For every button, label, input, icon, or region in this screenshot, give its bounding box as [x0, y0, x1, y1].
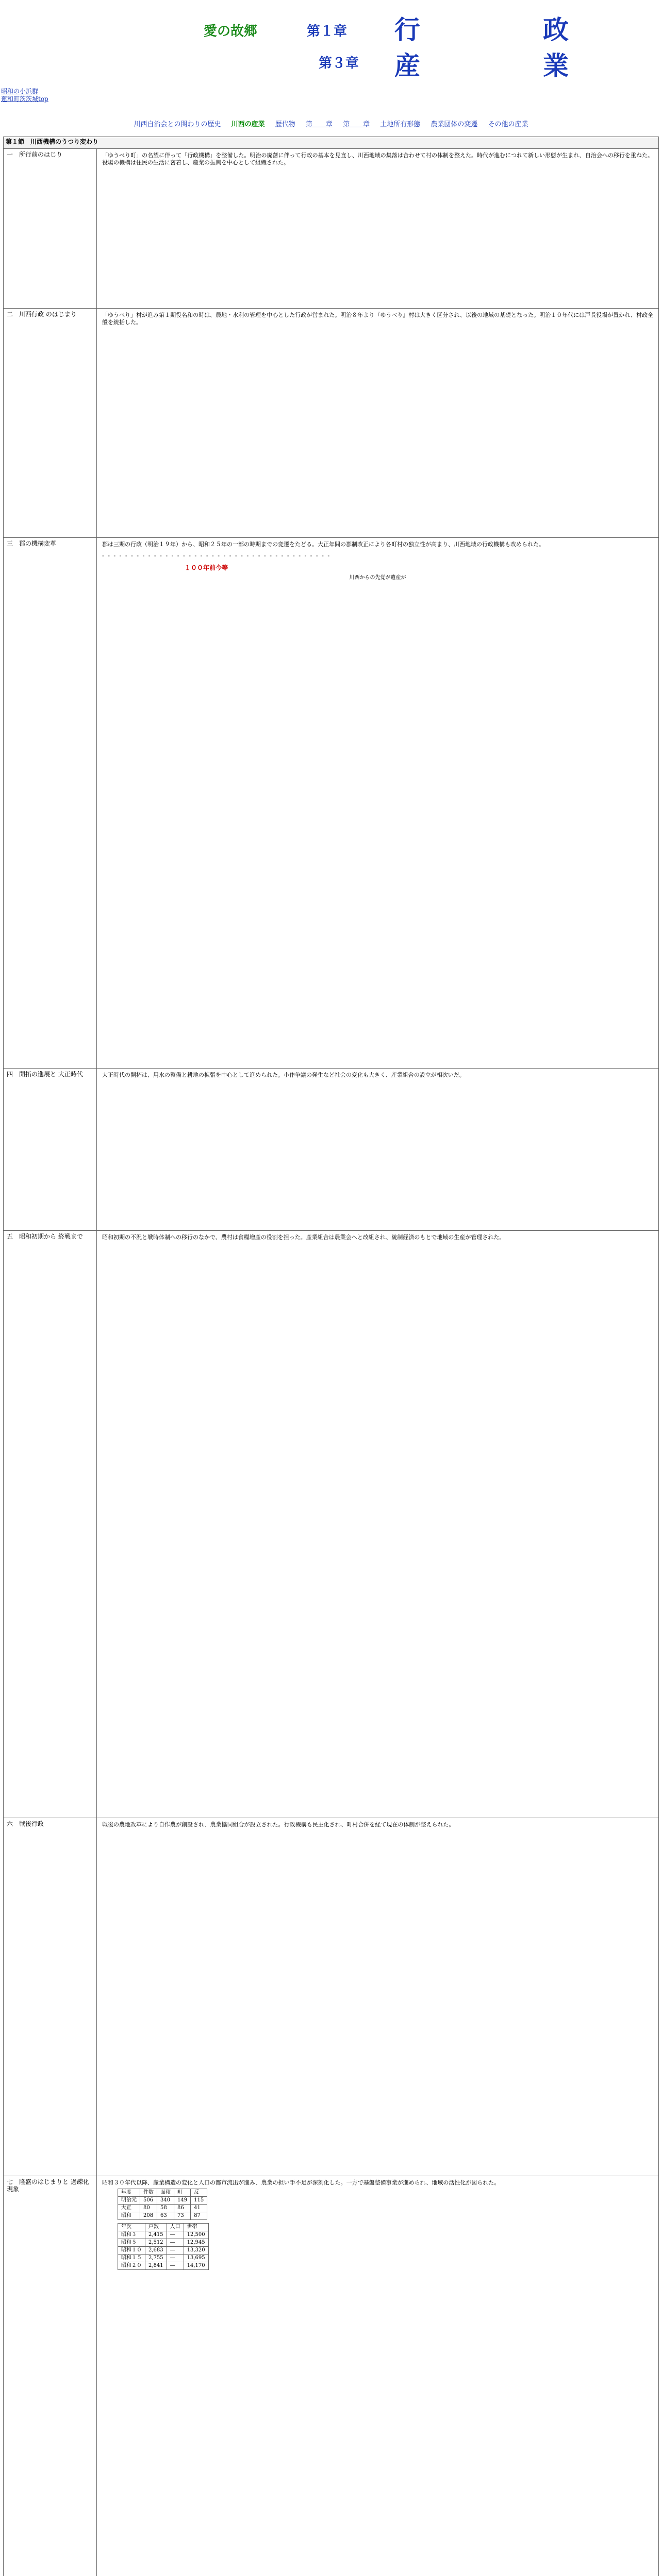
table-cell: 41 — [191, 2205, 207, 2212]
table-holdings — [118, 2189, 207, 2220]
table-cell: 208 — [140, 2212, 157, 2220]
row-text: 昭和３０年代以降、産業構造の変化と人口の都市流出が進み、農業の担い手不足が深刻化した。一方で基盤整備事業が進められ、地域の活性化が図られた。 — [102, 2179, 500, 2186]
row-text: 昭和初期の不況と戦時体制への移行のなかで、農村は食糧増産の役割を担った。産業組合は農業会へと改組され、統制経済のもとで地域の生産が管理された。 — [97, 1231, 659, 1818]
nav-item-farm-groups[interactable]: 農業団体の変遷 — [431, 121, 478, 128]
table-row — [118, 2239, 209, 2247]
table-cell: — — [167, 2239, 184, 2247]
top-nav — [0, 118, 662, 128]
table-row — [118, 2262, 209, 2270]
table-cell: 14,170 — [184, 2262, 208, 2270]
table-row — [118, 2197, 207, 2205]
nav-item-industry[interactable]: 川西の産業 — [231, 121, 265, 128]
table-cell: 明治元 — [118, 2197, 140, 2205]
table-header: 件数 — [140, 2189, 157, 2197]
row-key: 七 隆盛のはじまりと 過疎化現象 — [4, 2176, 97, 2576]
row-text: 郡は三期の行政（明治１９年）から、昭和２５年の一部の時期までの変遷をたどる。大正年間の郡制改正により各町村の独立性が高まり、川西地域の行政機構も改められた。 — [102, 541, 544, 548]
table-header: 反 — [191, 2189, 207, 2197]
table-row — [118, 2231, 209, 2239]
table-cell: — — [167, 2255, 184, 2262]
table-row — [118, 2247, 209, 2255]
nav-item-people[interactable]: 歴代物 — [275, 121, 295, 128]
nav-item-other[interactable]: その他の産業 — [488, 121, 528, 128]
table-cell: 2,755 — [145, 2255, 167, 2262]
row-key: 一 所行前のはじり — [4, 149, 97, 309]
mid-heading: １００年前今等 — [185, 564, 228, 571]
table-cell: 80 — [140, 2205, 157, 2212]
table-cell: 2,512 — [145, 2239, 167, 2247]
table-cell: 86 — [174, 2205, 191, 2212]
row-text: 「ゆうべり」村が進み第１期役名和の時は、農地・水利の管理を中心とした行政が営まれた。明治８年より『ゆうべり』村は大きく区分され、以後の地域の基礎となった。明治１０年代には戸長役場が置かれ、村政全般を統括した。 — [97, 309, 659, 538]
chapter-label: 第１章 — [307, 24, 347, 39]
page-header — [0, 0, 662, 88]
row-key: 五 昭和初期から 終戦まで — [4, 1231, 97, 1818]
table-cell: 12,500 — [184, 2231, 208, 2239]
table-cell: 58 — [157, 2205, 174, 2212]
table-cell: — — [167, 2231, 184, 2239]
table-cell: — — [167, 2262, 184, 2270]
mid-sub: 川西からの先覚が遺産が — [349, 575, 406, 581]
table-cell: 63 — [157, 2212, 174, 2220]
row-key: 二 川西行政 のはじまり — [4, 309, 97, 538]
table-population — [118, 2223, 209, 2270]
table-cell: 2,415 — [145, 2231, 167, 2239]
row-text: 大正時代の開拓は、用水の整備と耕地の拡張を中心として進められた。小作争議の発生など社会の変化も大きく、産業組合の設立が相次いだ。 — [97, 1069, 659, 1231]
table-cell: 73 — [174, 2212, 191, 2220]
table-cell: 149 — [174, 2197, 191, 2205]
section-label: 第３章 — [319, 56, 359, 71]
link-top[interactable]: 蓮和町茨茨城top — [1, 95, 48, 103]
nav-item-chapter-b[interactable]: 第 章 — [343, 121, 370, 128]
link-showa[interactable]: 昭和の小浜群 — [1, 88, 39, 95]
section1-table — [3, 137, 659, 2576]
nav-item-chapter-a[interactable]: 第 章 — [305, 121, 333, 128]
row-key: 六 戦後行政 — [4, 1818, 97, 2176]
table-row — [118, 2255, 209, 2262]
table-cell: 2,841 — [145, 2262, 167, 2270]
row-text: 「ゆうべり町」の名望に伴って「行政機構」を整備した。明治の廃藩に伴って行政の基本を見直し、川西地域の集落は合わせて村の体制を整えた。時代が進むにつれて新しい形態が生まれ、自治会への移行を重ねた。役場の機構は住民の生活に密着し、産業の振興を中心として組織された。 — [97, 149, 659, 309]
chapter-title: 行 政 — [394, 14, 592, 45]
table-cell: 昭和１５ — [118, 2255, 145, 2262]
row-text: 戦後の農地改革により自作農が創設され、農業協同組合が設立された。行政機構も民主化され、町村合併を経て現在の体制が整えられた。 — [97, 1818, 659, 2176]
table-cell: 昭和 — [118, 2212, 140, 2220]
table-header: 戸数 — [145, 2224, 167, 2231]
row-key: 三 郡の機構変革 — [4, 538, 97, 1069]
side-links — [1, 88, 48, 103]
table-cell: 2,683 — [145, 2247, 167, 2255]
table-header: 人口 — [167, 2224, 184, 2231]
table-cell: 506 — [140, 2197, 157, 2205]
table-cell: 昭和２０ — [118, 2262, 145, 2270]
row-key: 四 開拓の進展と 大正時代 — [4, 1069, 97, 1231]
row-body — [97, 538, 659, 1069]
row-body — [97, 2176, 659, 2576]
table-header: 町 — [174, 2189, 191, 2197]
section-title: 産 業 — [394, 50, 592, 81]
table-cell: 87 — [191, 2212, 207, 2220]
table-row — [118, 2212, 207, 2220]
section1-title: 第１節 川西機構のうつり変わり — [4, 137, 659, 149]
brand-title: 愛の故郷 — [204, 24, 258, 39]
table-header: 面積 — [157, 2189, 174, 2197]
table-cell: 340 — [157, 2197, 174, 2205]
table-cell: 大正 — [118, 2205, 140, 2212]
nav-item-land[interactable]: 土地所有形態 — [380, 121, 421, 128]
nav-item-history[interactable]: 川西自治会との関わりの歴史 — [134, 121, 221, 128]
table-cell: 昭和３ — [118, 2231, 145, 2239]
table-cell: 12,945 — [184, 2239, 208, 2247]
table-header: 年次 — [118, 2224, 145, 2231]
table-cell: 昭和５ — [118, 2239, 145, 2247]
table-cell: — — [167, 2247, 184, 2255]
separator: - - - - - - - - - - - - - - - - - - - - - - - - - - - - - - - - - - - - - - - - — [102, 552, 331, 560]
table-cell: 昭和１０ — [118, 2247, 145, 2255]
table-cell: 13,695 — [184, 2255, 208, 2262]
table-row — [118, 2205, 207, 2212]
table-header: 年度 — [118, 2189, 140, 2197]
table-cell: 115 — [191, 2197, 207, 2205]
table-cell: 13,320 — [184, 2247, 208, 2255]
table-header: 世帯 — [184, 2224, 208, 2231]
